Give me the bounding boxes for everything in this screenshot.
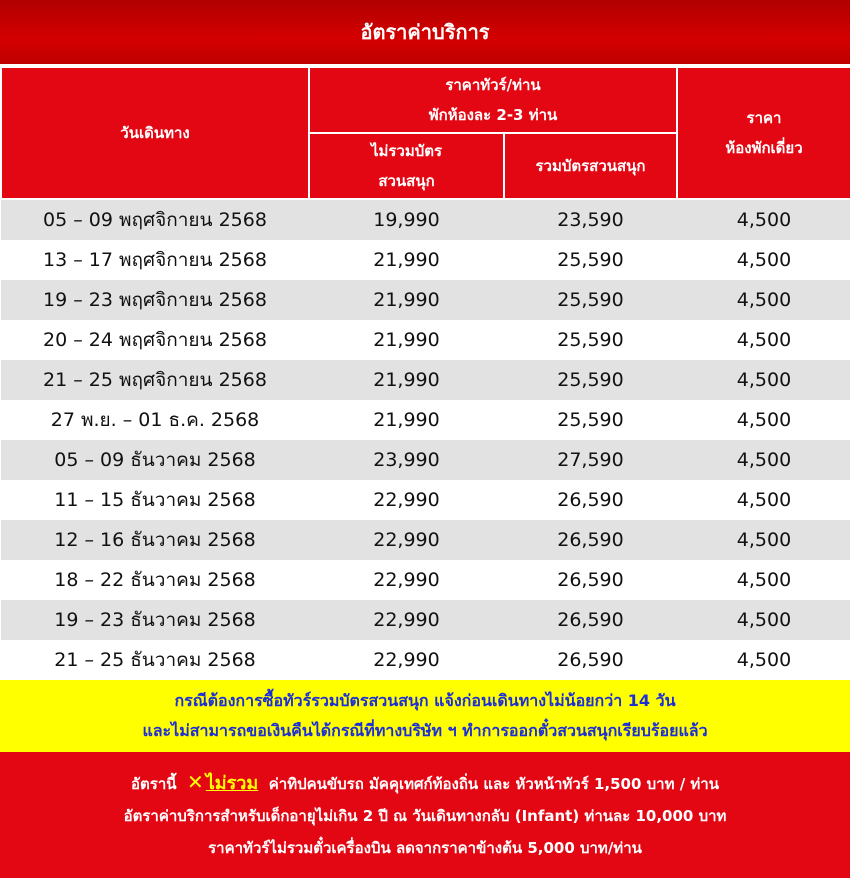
cell-price-with-ticket: 25,590 [504,400,677,440]
footer-line1 [131,766,719,800]
table-row [1,320,850,360]
header-no-ticket [309,133,504,199]
cell-travel-date: 19 – 23 พฤศจิกายน 2568 [1,280,309,320]
cell-single-room: 4,500 [677,560,850,600]
cell-single-room: 4,500 [677,400,850,440]
header-single-line2: ห้องพักเดี่ยว [725,139,803,157]
cell-travel-date: 21 – 25 พฤศจิกายน 2568 [1,360,309,400]
table-row [1,520,850,560]
ticket-notice [0,680,850,752]
cell-single-room: 4,500 [677,240,850,280]
header-single-line1: ราคา [746,109,782,127]
cell-price-with-ticket: 23,590 [504,199,677,240]
exclude-label: ไม่รวม [205,773,259,794]
cell-price-no-ticket: 22,990 [309,640,504,680]
header-tour-price-line1: ราคาทัวร์/ท่าน [445,76,541,94]
cell-single-room: 4,500 [677,600,850,640]
table-row [1,400,850,440]
table-row [1,440,850,480]
header-with-ticket: รวมบัตรสวนสนุก [504,133,677,199]
footer-line2: อัตราค่าบริการสำหรับเด็กอายุไม่เกิน 2 ปี ณ วันเดินทางกลับ (Infant) ท่านละ 10,000 บาท [123,807,727,825]
footer-prefix: อัตรานี้ [131,775,177,793]
table-row [1,480,850,520]
cell-price-no-ticket: 22,990 [309,560,504,600]
cell-price-with-ticket: 26,590 [504,600,677,640]
notice-line2: และไม่สามารถขอเงินคืนได้กรณีที่ทางบริษัท ฯ ทำการออกตั๋วสวนสนุกเรียบร้อยแล้ว [142,721,708,740]
table-row [1,280,850,320]
cell-price-no-ticket: 21,990 [309,280,504,320]
price-table [0,66,850,680]
footer-line3: ราคาทัวร์ไม่รวมตั๋วเครื่องบิน ลดจากราคาข้างต้น 5,000 บาท/ท่าน [208,839,642,857]
table-row [1,560,850,600]
cell-single-room: 4,500 [677,640,850,680]
cell-travel-date: 19 – 23 ธันวาคม 2568 [1,600,309,640]
header-no-ticket-line1: ไม่รวมบัตร [370,142,443,160]
cell-price-with-ticket: 25,590 [504,320,677,360]
page-title: อัตราค่าบริการ [0,0,850,66]
table-row [1,600,850,640]
cell-price-no-ticket: 23,990 [309,440,504,480]
price-rows [1,199,850,680]
cell-single-room: 4,500 [677,360,850,400]
cell-travel-date: 27 พ.ย. – 01 ธ.ค. 2568 [1,400,309,440]
cell-single-room: 4,500 [677,199,850,240]
cell-price-no-ticket: 21,990 [309,320,504,360]
footer-line1-rest: ค่าทิปคนขับรถ มัคคุเทศก์ท้องถิ่น และ หัวหน้าทัวร์ 1,500 บาท / ท่าน [268,775,719,793]
cell-travel-date: 12 – 16 ธันวาคม 2568 [1,520,309,560]
footer-notes [0,752,850,878]
cell-price-no-ticket: 22,990 [309,520,504,560]
cell-price-with-ticket: 25,590 [504,240,677,280]
header-travel-date: วันเดินทาง [1,67,309,199]
cell-price-no-ticket: 21,990 [309,360,504,400]
cell-price-with-ticket: 26,590 [504,560,677,600]
cell-travel-date: 11 – 15 ธันวาคม 2568 [1,480,309,520]
x-icon: ✕ [186,770,204,794]
table-row [1,240,850,280]
cell-single-room: 4,500 [677,280,850,320]
header-single-room [677,67,850,199]
table-row [1,640,850,680]
header-tour-price-line2: พักห้องละ 2-3 ท่าน [428,106,558,124]
cell-single-room: 4,500 [677,320,850,360]
cell-price-no-ticket: 21,990 [309,240,504,280]
cell-single-room: 4,500 [677,480,850,520]
header-no-ticket-line2: สวนสนุก [378,172,435,190]
cell-travel-date: 13 – 17 พฤศจิกายน 2568 [1,240,309,280]
cell-price-no-ticket: 21,990 [309,400,504,440]
cell-price-no-ticket: 19,990 [309,199,504,240]
cell-travel-date: 18 – 22 ธันวาคม 2568 [1,560,309,600]
cell-price-no-ticket: 22,990 [309,600,504,640]
cell-travel-date: 21 – 25 ธันวาคม 2568 [1,640,309,680]
cell-price-with-ticket: 26,590 [504,520,677,560]
cell-price-no-ticket: 22,990 [309,480,504,520]
cell-travel-date: 05 – 09 พฤศจิกายน 2568 [1,199,309,240]
cell-price-with-ticket: 26,590 [504,480,677,520]
cell-single-room: 4,500 [677,520,850,560]
cell-travel-date: 20 – 24 พฤศจิกายน 2568 [1,320,309,360]
cell-travel-date: 05 – 09 ธันวาคม 2568 [1,440,309,480]
cell-single-room: 4,500 [677,440,850,480]
cell-price-with-ticket: 25,590 [504,360,677,400]
cell-price-with-ticket: 25,590 [504,280,677,320]
cell-price-with-ticket: 27,590 [504,440,677,480]
header-tour-price [309,67,677,133]
notice-line1: กรณีต้องการซื้อทัวร์รวมบัตรสวนสนุก แจ้งก่อนเดินทางไม่น้อยกว่า 14 วัน [174,691,676,710]
table-row [1,199,850,240]
cell-price-with-ticket: 26,590 [504,640,677,680]
table-row [1,360,850,400]
